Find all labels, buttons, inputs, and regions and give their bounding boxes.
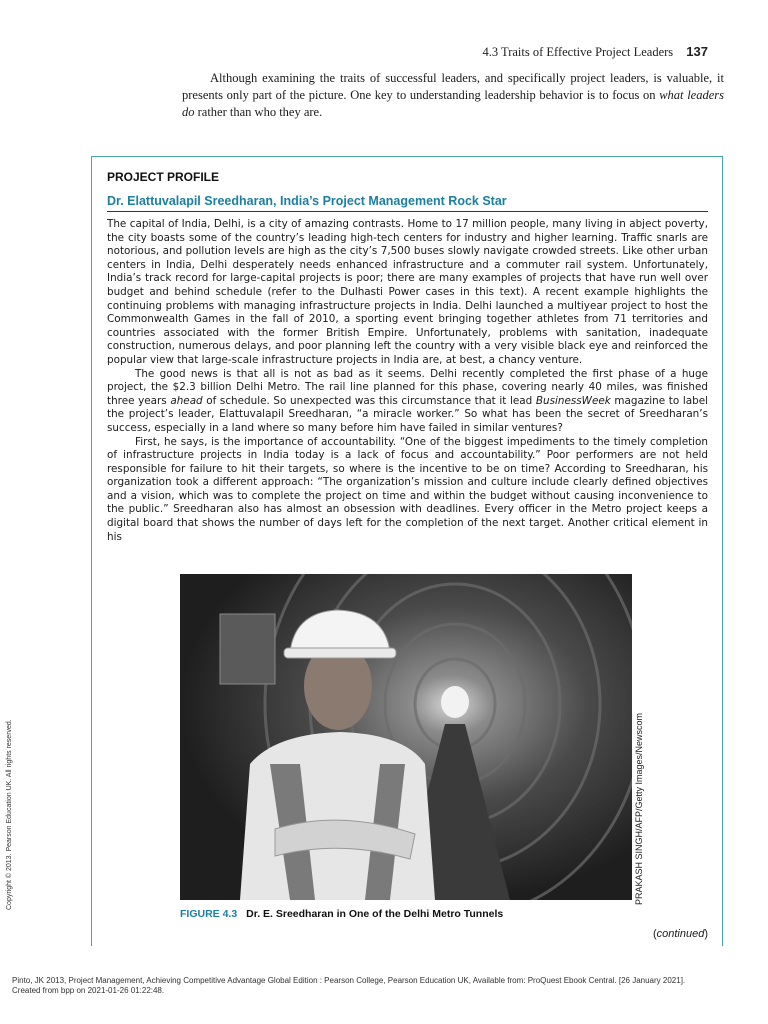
footer-citation: Pinto, JK 2013, Project Management, Achieving Competitive Advantage Global Edition : Pearson College, Pearson Education UK, Available from: ProQuest Ebook Central. [26 January 2021].	[12, 976, 686, 985]
running-head	[482, 44, 708, 60]
p2-text-a: The good news is that all is not as bad as it seems. Delhi recently completed the first phase of a huge project, the $2.3 billion Delhi Metro. The rail line planned for this phase, covering nearly 40 miles, was finished three years	[107, 367, 708, 407]
profile-paragraph-3: First, he says, is the importance of accountability. “One of the biggest impediments to the timely completion of infrastructure projects in India today is a lack of focus and accountability.” Poor performers are not held responsible for failure to hit their targets, so where is the incentive to be on time? According to Sreedharan, his organization took a different approach: “The organization’s mission and culture include clearly defined objectives and a vision, which was to complete the project on time and within the budget without causing inconvenience to the public.” Sreedharan also has almost an obsession with deadlines. Every officer in the Metro project keeps a digital board that shows the number of days left for the completion of the next target. Another critical element in his	[107, 435, 708, 543]
figure-caption	[180, 908, 503, 920]
p2-emphasis-businessweek: BusinessWeek	[535, 394, 611, 407]
figure-caption-text: Dr. E. Sreedharan in One of the Delhi Metro Tunnels	[246, 908, 504, 920]
figure-number: FIGURE 4.3	[180, 908, 238, 920]
p2-text-c: magazine to label the project’s leader, Elattuvalapil Sreedharan, “a miracle worker.” So what has been the secret of Sreedharan’s success, especially in a land where so many before him have failed in similar ventures?	[107, 394, 708, 434]
continued-note: (continued)	[652, 928, 708, 940]
footer-created: Created from bpp on 2021-01-26 01:22:48.	[12, 986, 165, 995]
p2-text-b: of schedule. So unexpected was this circumstance that it lead	[202, 394, 536, 407]
copyright-notice: Copyright © 2013. Pearson Education UK. All rights reserved.	[6, 719, 13, 910]
page-footer	[12, 976, 732, 996]
figure-photo	[180, 574, 632, 900]
tunnel-photo-illustration	[180, 574, 632, 900]
section-title: 4.3 Traits of Effective Project Leaders	[482, 45, 674, 59]
p2-emphasis-ahead: ahead	[170, 394, 203, 407]
intro-text-b: rather than who they are.	[194, 105, 323, 119]
continued-text: continued	[656, 928, 705, 940]
intro-emphasis: what leaders do	[182, 88, 725, 119]
profile-label: PROJECT PROFILE	[107, 170, 220, 184]
profile-title: Dr. Elattuvalapil Sreedharan, India’s Project Management Rock Star	[107, 194, 708, 212]
control-box	[220, 614, 275, 684]
intro-text-a: Although examining the traits of successful leaders, and specifically project leaders, is valuable, it presents only part of the picture. One key to understanding leadership behavior is to focus on	[182, 71, 724, 102]
profile-paragraph-2	[107, 368, 708, 436]
intro-paragraph	[182, 70, 724, 121]
page-number: 137	[686, 44, 708, 59]
tunnel-light	[441, 686, 469, 718]
photo-credit: PRAKASH SINGH/AFP/Getty Images/Newscom	[634, 712, 644, 905]
profile-body	[107, 218, 708, 544]
profile-paragraph-1: The capital of India, Delhi, is a city of amazing contrasts. Home to 17 million people, many living in abject poverty, the city boasts some of the country’s leading high-tech centers for industry and higher learning. Traffic snarls are notorious, and pollution levels are high as the city’s 7,500 buses slowly navigate crowded streets. Like other urban centers in India, Delhi desperately needs enhanced infrastructure and a commuter rail system. Unfortunately, India’s track record for large-capital projects is poor; there are many examples of projects that have run well over budget and behind schedule (refer to the Dulhasti Power cases in this text). A recent example highlights the continuing problems with managing infrastructure projects in India. Delhi launched a multiyear project to host the Commonwealth Games in the fall of 2010, a sporting event bringing together athletes from 71 territories and countries associated with the former British Empire. Unfortunately, problems with sanitation, inadequate construction, numerous delays, and poor planning left the country with a very visible black eye and reinforced the popular view that large-scale infrastructure projects in India are, at best, a chancy venture.	[107, 218, 708, 366]
